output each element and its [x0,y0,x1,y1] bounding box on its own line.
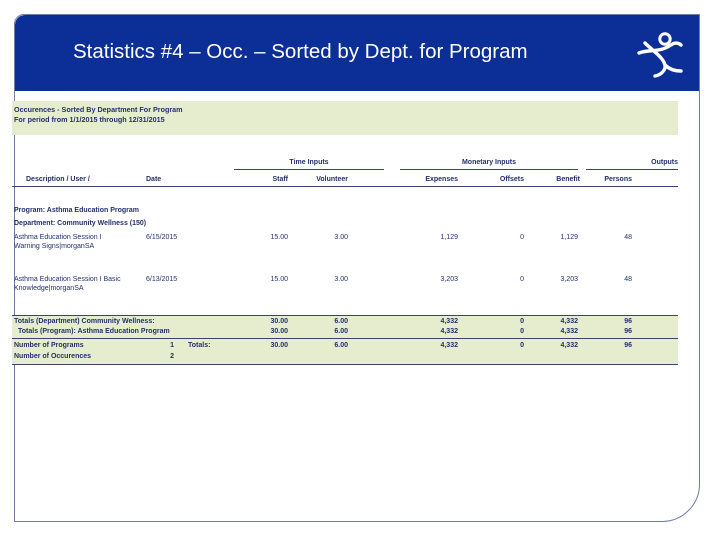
totals-program-expenses: 4,332 [440,328,458,335]
grand-expenses: 4,332 [440,342,458,349]
totals-department-expenses: 4,332 [440,318,458,325]
totals-program-benefit: 4,332 [560,328,578,335]
col-benefit: Benefit [556,176,580,183]
row-staff: 15.00 [270,234,288,241]
totals-program-persons: 96 [624,328,632,335]
num-programs-label: Number of Programs [14,342,84,349]
grand-staff: 30.00 [270,342,288,349]
row-description: Asthma Education Session I Basic [14,276,121,283]
report-period: For period from 1/1/2015 through 12/31/2015 [14,115,165,124]
row-expenses: 1,129 [440,234,458,241]
col-staff: Staff [272,176,288,183]
report-header-band [12,101,678,135]
row-user: Knowledge|morganSA [14,285,84,292]
row-benefit: 1,129 [560,234,578,241]
row-persons: 48 [624,234,632,241]
col-expenses: Expenses [425,176,458,183]
row-benefit: 3,203 [560,276,578,283]
col-persons: Persons [604,176,632,183]
row-offsets: 0 [520,234,524,241]
totals-department-volunteer: 6.00 [334,318,348,325]
col-date: Date [146,176,162,183]
totals-program-staff: 30.00 [270,328,288,335]
title-bar [15,15,699,91]
group-monetary-rule [400,169,578,170]
num-occurrences-value: 2 [170,353,174,360]
program-label: Program: Asthma Education Program [14,207,139,214]
department-label: Department: Community Wellness (150) [14,220,147,227]
totals-department-offsets: 0 [520,318,524,325]
row-offsets: 0 [520,276,524,283]
dancing-figure-logo-icon [635,31,683,79]
row-volunteer: 3.00 [334,276,348,283]
totals-department-staff: 30.00 [270,318,288,325]
totals-department-benefit: 4,332 [560,318,578,325]
row-date: 6/15/2015 [146,234,178,241]
grand-benefit: 4,332 [560,342,578,349]
group-time-rule [234,169,384,170]
num-occurrences-label: Number of Occurences [14,353,92,360]
header-rule [12,186,678,187]
col-volunteer: Volunteer [316,176,348,183]
col-offsets: Offsets [499,176,524,183]
group-time-inputs: Time Inputs [289,159,329,166]
group-monetary-inputs: Monetary Inputs [461,159,517,166]
row-description: Asthma Education Session I [14,234,102,241]
row-expenses: 3,203 [440,276,458,283]
group-outputs-rule [586,169,678,170]
grand-offsets: 0 [520,342,524,349]
totals-department-label: Totals (Department) Community Wellness: [14,318,155,325]
totals-bottom-rule [12,364,678,365]
row-user: Warning Signs|morganSA [14,243,95,250]
slide-title: Statistics #4 – Occ. – Sorted by Dept. for Program [73,40,528,63]
row-staff: 15.00 [270,276,288,283]
row-persons: 48 [624,276,632,283]
report-title: Occurences - Sorted By Department For Program [14,105,183,114]
grand-totals-label: Totals: [188,342,211,349]
totals-mid-rule [12,338,678,339]
totals-program-volunteer: 6.00 [334,328,348,335]
totals-program-offsets: 0 [520,328,524,335]
row-date: 6/13/2015 [146,276,178,283]
totals-program-label: Totals (Program): Asthma Education Program [18,328,170,335]
slide-frame [14,14,700,522]
num-programs-value: 1 [170,342,174,349]
grand-persons: 96 [624,342,632,349]
col-description: Description / User / [26,176,90,183]
totals-department-persons: 96 [624,318,632,325]
group-outputs: Outputs [651,159,678,166]
row-volunteer: 3.00 [334,234,348,241]
grand-volunteer: 6.00 [334,342,348,349]
